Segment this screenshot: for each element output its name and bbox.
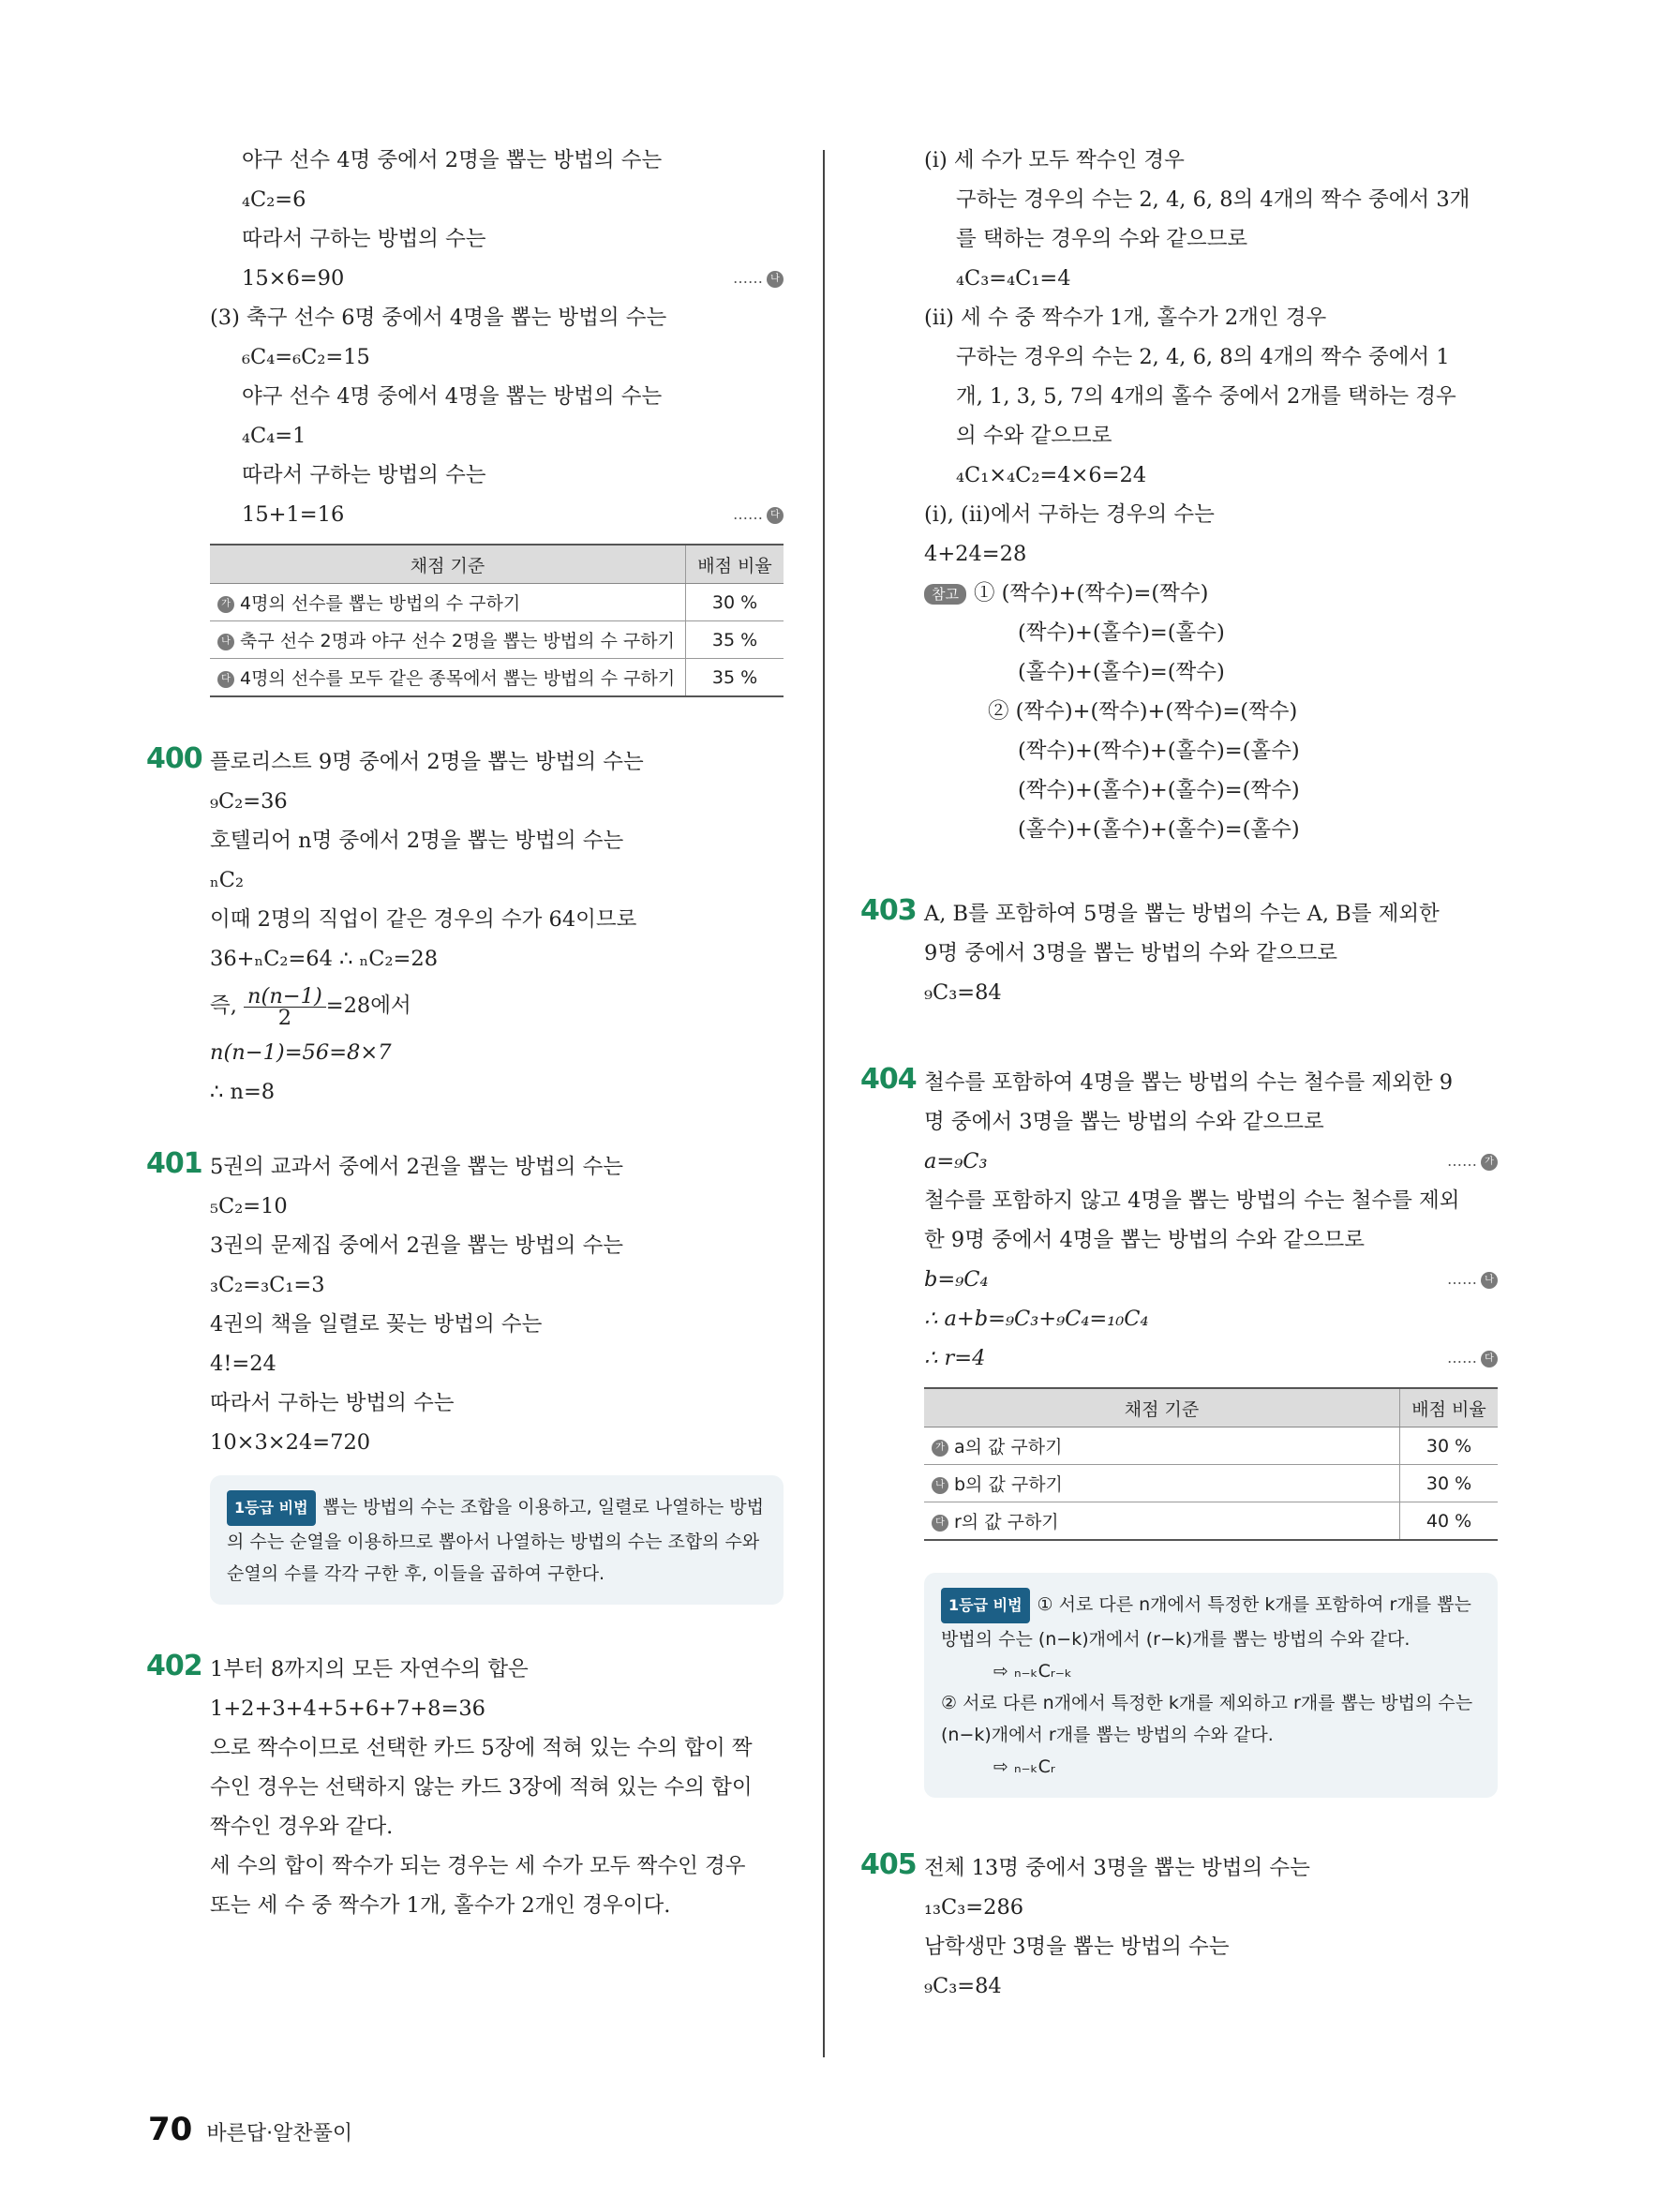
math-line: ₄C₃=₄C₁=4 bbox=[956, 266, 1071, 291]
note-line: ② (짝수)+(짝수)+(짝수)=(짝수) bbox=[988, 699, 1298, 724]
text-line: 한 9명 중에서 4명을 뽑는 방법의 수와 같으므로 bbox=[924, 1228, 1365, 1252]
note-line: (짝수)+(홀수)+(홀수)=(짝수) bbox=[1018, 778, 1300, 802]
text-line: 세 수의 합이 짝수가 되는 경우는 세 수가 모두 짝수인 경우 bbox=[210, 1854, 746, 1878]
ratio-cell: 30 % bbox=[1400, 1465, 1499, 1502]
problem-401 bbox=[146, 1147, 784, 1462]
text-line: 3권의 문제집 중에서 2권을 뽑는 방법의 수는 bbox=[210, 1233, 624, 1258]
tip-formula: ⇨ ₙ₋ₖCᵣ bbox=[993, 1756, 1055, 1777]
math-line: ∴ a+b=₉C₃+₉C₄=₁₀C₄ bbox=[924, 1307, 1149, 1331]
math-line: 4!=24 bbox=[210, 1352, 276, 1376]
score-mark bbox=[1447, 1338, 1498, 1378]
criterion-text: a의 값 구하기 bbox=[954, 1437, 1063, 1457]
math-line bbox=[924, 1260, 1498, 1299]
math-text: ∴ r=4 bbox=[924, 1346, 986, 1370]
leader-dots: …… bbox=[1447, 1349, 1477, 1367]
math-line: 36+ₙC₂=64 ∴ ₙC₂=28 bbox=[210, 947, 439, 971]
math-line bbox=[924, 1338, 1498, 1378]
table-row bbox=[210, 584, 784, 621]
fraction-denominator: 2 bbox=[277, 1005, 292, 1030]
math-line: 1+2+3+4+5+6+7+8=36 bbox=[210, 1696, 485, 1721]
text-line: 철수를 포함하여 4명을 뽑는 방법의 수는 철수를 제외한 9 bbox=[924, 1070, 1454, 1095]
tip-text: ② 서로 다른 n개에서 특정한 k개를 제외하고 r개를 뽑는 방법의 수는 (n−k)개에서 r개를 뽑는 방법의 수와 같다. bbox=[941, 1693, 1473, 1745]
math-line: ₁₃C₃=286 bbox=[924, 1895, 1024, 1920]
left-column bbox=[146, 141, 784, 1925]
problem-number: 405 bbox=[860, 1848, 917, 1881]
text-line: (i) 세 수가 모두 짝수인 경우 bbox=[924, 148, 1185, 172]
page-number: 70 bbox=[148, 2111, 193, 2148]
problem-number: 402 bbox=[146, 1650, 202, 1682]
math-line bbox=[210, 259, 784, 298]
math-text: 15+1=16 bbox=[242, 502, 345, 527]
fraction-line bbox=[210, 979, 784, 1033]
problem-number: 403 bbox=[860, 894, 917, 927]
problem-404 bbox=[860, 1063, 1498, 1378]
math-line: ₄C₁×₄C₂=4×6=24 bbox=[956, 463, 1147, 487]
ratio-cell: 30 % bbox=[1400, 1427, 1499, 1465]
mark-na-icon: 나 bbox=[1481, 1272, 1498, 1289]
table-row bbox=[210, 621, 784, 659]
ratio-cell: 35 % bbox=[686, 659, 784, 697]
tip-text: 뽑는 방법의 수는 조합을 이용하고, 일렬로 나열하는 방법의 수는 순열을 이용하므로 뽑아서 나열하는 방법의 수는 조합의 수와 순열의 수를 각각 구한 후, 이들을 곱하여 구한다. bbox=[227, 1497, 764, 1584]
text-line: 명 중에서 3명을 뽑는 방법의 수와 같으므로 bbox=[924, 1110, 1324, 1134]
math-line: ₉C₂=36 bbox=[210, 789, 288, 814]
text-line: (ii) 세 수 중 짝수가 1개, 홀수가 2개인 경우 bbox=[924, 306, 1327, 330]
problem-number: 404 bbox=[860, 1063, 917, 1096]
tip-badge: 1등급 비법 bbox=[227, 1490, 316, 1526]
book-title: 바른답·알찬풀이 bbox=[206, 2122, 353, 2145]
table-header: 배점 비율 bbox=[686, 545, 784, 584]
table-header: 채점 기준 bbox=[210, 545, 686, 584]
text-line: 를 택하는 경우의 수와 같으므로 bbox=[956, 227, 1248, 251]
leader-dots: …… bbox=[1447, 1270, 1477, 1288]
note-text: ① (짝수)+(짝수)=(짝수) bbox=[973, 581, 1209, 605]
math-line: ₉C₃=84 bbox=[924, 1974, 1002, 1998]
mark-ga-icon: 가 bbox=[932, 1440, 948, 1457]
math-line: 4+24=28 bbox=[924, 542, 1027, 566]
text-line: (i), (ii)에서 구하는 경우의 수는 bbox=[924, 502, 1215, 527]
text-line: 따라서 구하는 방법의 수는 bbox=[210, 1391, 455, 1415]
text-line: 따라서 구하는 방법의 수는 bbox=[242, 463, 486, 487]
table-row bbox=[924, 1502, 1498, 1541]
leader-dots: …… bbox=[733, 505, 763, 523]
ratio-cell: 40 % bbox=[1400, 1502, 1499, 1541]
tip-box bbox=[210, 1475, 784, 1605]
ratio-cell: 30 % bbox=[686, 584, 784, 621]
table-row bbox=[924, 1427, 1498, 1465]
problem-number: 401 bbox=[146, 1147, 202, 1180]
score-mark bbox=[733, 495, 784, 534]
text-line: 으로 짝수이므로 선택한 카드 5장에 적혀 있는 수의 합이 짝 bbox=[210, 1736, 753, 1760]
tip-box bbox=[924, 1573, 1498, 1798]
ratio-cell: 35 % bbox=[686, 621, 784, 659]
mark-da-icon: 다 bbox=[1481, 1351, 1498, 1368]
math-text: b=₉C₄ bbox=[924, 1267, 989, 1292]
table-header: 배점 비율 bbox=[1400, 1388, 1499, 1427]
text-line: 또는 세 수 중 짝수가 1개, 홀수가 2개인 경우이다. bbox=[210, 1893, 671, 1918]
text-line: 개, 1, 3, 5, 7의 4개의 홀수 중에서 2개를 택하는 경우 bbox=[956, 384, 1456, 409]
tip-formula: ⇨ ₙ₋ₖCᵣ₋ₖ bbox=[993, 1661, 1072, 1681]
problem-400 bbox=[146, 742, 784, 1112]
tip-badge: 1등급 비법 bbox=[941, 1588, 1030, 1623]
text-line: 짝수인 경우와 같다. bbox=[210, 1815, 394, 1839]
text-line: 전체 13명 중에서 3명을 뽑는 방법의 수는 bbox=[924, 1856, 1310, 1880]
text-line: 야구 선수 4명 중에서 2명을 뽑는 방법의 수는 bbox=[242, 148, 663, 172]
text-line: 철수를 포함하지 않고 4명을 뽑는 방법의 수는 철수를 제외 bbox=[924, 1188, 1460, 1213]
mark-na-icon: 나 bbox=[932, 1477, 948, 1494]
problem-403 bbox=[860, 894, 1498, 1012]
text-line: 구하는 경우의 수는 2, 4, 6, 8의 4개의 짝수 중에서 3개 bbox=[956, 187, 1470, 212]
problem-402 bbox=[146, 1650, 784, 1925]
math-line: ₄C₂=6 bbox=[242, 187, 306, 212]
score-mark bbox=[1447, 1142, 1498, 1181]
leader-dots: …… bbox=[1447, 1152, 1477, 1170]
text-line: 9명 중에서 3명을 뽑는 방법의 수와 같으므로 bbox=[924, 941, 1338, 965]
tip-line bbox=[941, 1588, 1481, 1655]
leader-dots: …… bbox=[733, 269, 763, 287]
text-line: 4권의 책을 일렬로 꽂는 방법의 수는 bbox=[210, 1312, 543, 1337]
text-line: 수인 경우는 선택하지 않는 카드 3장에 적혀 있는 수의 합이 bbox=[210, 1775, 753, 1800]
math-line bbox=[924, 1142, 1498, 1181]
text-line: 야구 선수 4명 중에서 4명을 뽑는 방법의 수는 bbox=[242, 384, 663, 409]
text-line: A, B를 포함하여 5명을 뽑는 방법의 수는 A, B를 제외한 bbox=[924, 902, 1440, 926]
text-line: 1부터 8까지의 모든 자연수의 합은 bbox=[210, 1657, 529, 1681]
problem-number: 400 bbox=[146, 742, 202, 775]
page-footer bbox=[148, 2111, 352, 2148]
note-badge: 참고 bbox=[924, 584, 966, 605]
mark-na-icon: 나 bbox=[767, 271, 784, 288]
table-header: 채점 기준 bbox=[924, 1388, 1400, 1427]
text-suffix: =28에서 bbox=[325, 994, 411, 1018]
math-text: 15×6=90 bbox=[242, 266, 345, 291]
text-line: 5권의 교과서 중에서 2권을 뽑는 방법의 수는 bbox=[210, 1155, 624, 1179]
score-mark bbox=[733, 259, 784, 298]
note-line bbox=[924, 574, 1498, 613]
score-mark bbox=[1447, 1260, 1498, 1299]
note-line: (짝수)+(홀수)=(홀수) bbox=[1018, 620, 1225, 645]
right-column bbox=[860, 141, 1498, 2006]
math-text: a=₉C₃ bbox=[924, 1149, 988, 1173]
text-line: 따라서 구하는 방법의 수는 bbox=[242, 227, 486, 251]
mark-da-icon: 다 bbox=[767, 507, 784, 524]
math-line: ₅C₂=10 bbox=[210, 1194, 288, 1218]
math-line: ₙC₂ bbox=[210, 868, 244, 892]
mark-ga-icon: 가 bbox=[217, 596, 234, 613]
text-line: 남학생만 3명을 뽑는 방법의 수는 bbox=[924, 1935, 1230, 1959]
text-prefix: 즉, bbox=[210, 994, 237, 1018]
grading-table bbox=[924, 1387, 1498, 1541]
problem-405 bbox=[860, 1848, 1498, 2006]
text-line: 이때 2명의 직업이 같은 경우의 수가 64이므로 bbox=[210, 907, 637, 932]
text-line: 호텔리어 n명 중에서 2명을 뽑는 방법의 수는 bbox=[210, 829, 624, 853]
math-line bbox=[210, 495, 784, 534]
mark-da-icon: 다 bbox=[217, 671, 234, 688]
grading-table bbox=[210, 544, 784, 697]
column-divider bbox=[823, 150, 825, 2057]
mark-da-icon: 다 bbox=[932, 1515, 948, 1532]
criterion-text: 4명의 선수를 모두 같은 종목에서 뽑는 방법의 수 구하기 bbox=[240, 668, 676, 689]
mark-ga-icon: 가 bbox=[1481, 1154, 1498, 1171]
fraction-numerator: n(n−1) bbox=[244, 986, 326, 1008]
criterion-text: b의 값 구하기 bbox=[954, 1474, 1063, 1495]
math-line: 10×3×24=720 bbox=[210, 1430, 371, 1455]
tip-text: ① 서로 다른 n개에서 특정한 k개를 포함하여 r개를 뽑는 방법의 수는 (n−k)개에서 (r−k)개를 뽑는 방법의 수와 같다. bbox=[941, 1594, 1471, 1650]
mark-na-icon: 나 bbox=[217, 634, 234, 650]
table-row bbox=[924, 1465, 1498, 1502]
math-line: ₉C₃=84 bbox=[924, 980, 1002, 1005]
text-line: 의 수와 같으므로 bbox=[956, 424, 1112, 448]
note-line: (홀수)+(홀수)+(홀수)=(홀수) bbox=[1018, 817, 1300, 842]
math-line: ₆C₄=₆C₂=15 bbox=[242, 345, 370, 369]
fraction bbox=[244, 983, 326, 1030]
math-line: n(n−1)=56=8×7 bbox=[210, 1040, 392, 1065]
math-line: ₃C₂=₃C₁=3 bbox=[210, 1273, 325, 1297]
note-line: (홀수)+(홀수)=(짝수) bbox=[1018, 660, 1225, 684]
text-line: 플로리스트 9명 중에서 2명을 뽑는 방법의 수는 bbox=[210, 750, 644, 774]
criterion-text: 축구 선수 2명과 야구 선수 2명을 뽑는 방법의 수 구하기 bbox=[240, 631, 675, 651]
note-line: (짝수)+(짝수)+(홀수)=(홀수) bbox=[1018, 739, 1300, 763]
math-line: ∴ n=8 bbox=[210, 1080, 276, 1104]
criterion-text: 4명의 선수를 뽑는 방법의 수 구하기 bbox=[240, 593, 521, 614]
math-line: ₄C₄=1 bbox=[242, 424, 306, 448]
table-row bbox=[210, 659, 784, 697]
text-line: (3) 축구 선수 6명 중에서 4명을 뽑는 방법의 수는 bbox=[210, 306, 667, 330]
text-line: 구하는 경우의 수는 2, 4, 6, 8의 4개의 짝수 중에서 1 bbox=[956, 345, 1450, 369]
criterion-text: r의 값 구하기 bbox=[954, 1512, 1059, 1532]
